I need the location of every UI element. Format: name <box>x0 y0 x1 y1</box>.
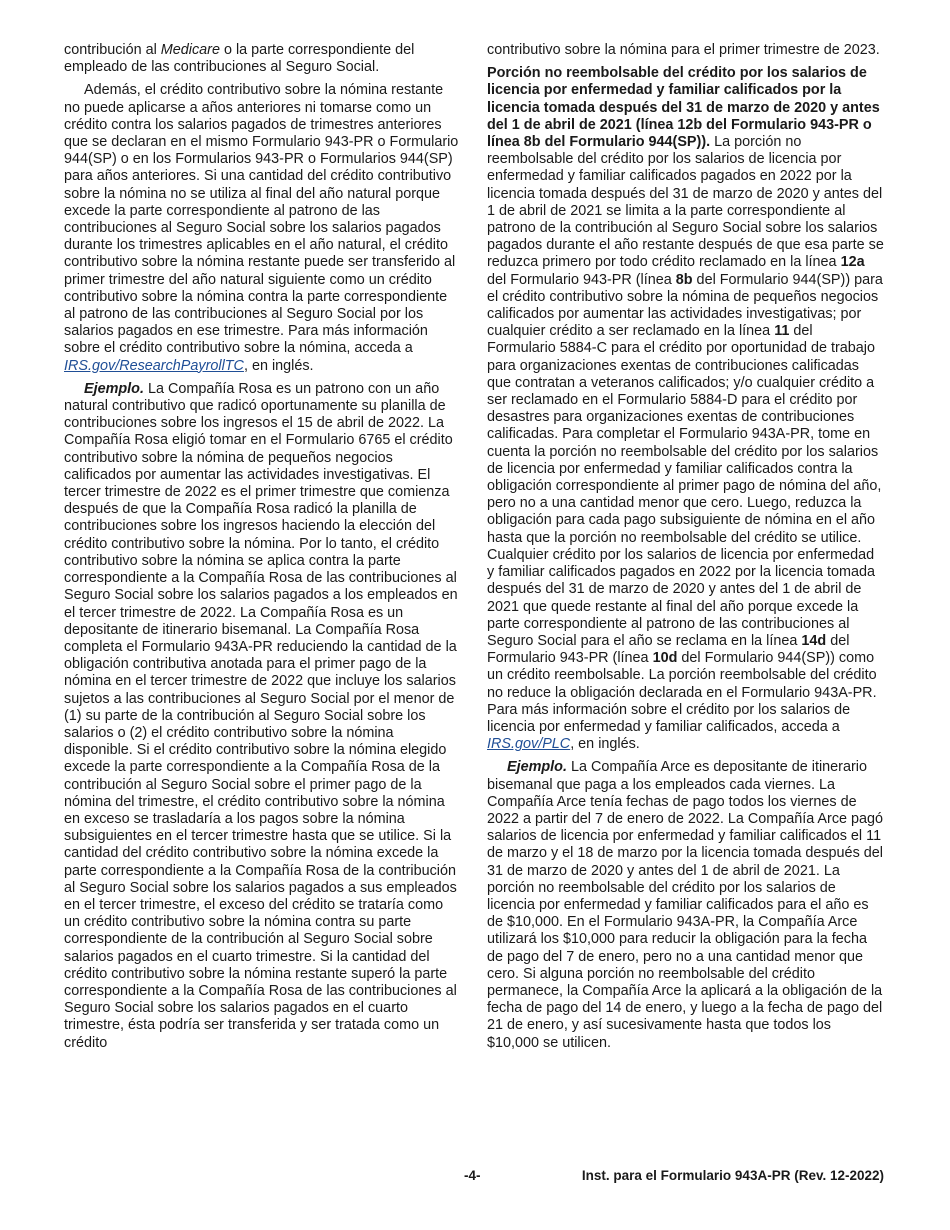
text-span: contribución al <box>64 42 161 58</box>
text-span: Además, el crédito contributivo sobre la nómina restante no puede aplicarse a años anteriores ni tomarse como un crédito contra los salarios pagados de trimestres anteriores que se declaran en el mismo Formulario 943-PR o Formulario 944(SP) o en los Formularios 943-PR o Formularios 944(SP) para años anteriores. Si una cantidad del crédito contributivo sobre la nómina no se utiliza al final del año natural porque excede la parte correspondiente al patrono de las contribuciones al Seguro Social sobre los salarios pagados durante los trimestres aplicables en el año natural, el crédito contributivo sobre la nómina restante puede ser transferido al primer trimestre del año natural siguiente como un crédito contributivo sobre la nómina contra la parte correspondiente al patrono de las contribuciones al Seguro Social por los salarios pagados en ese trimestre. Para más información sobre el crédito contributivo sobre la nómina, acceda a <box>64 82 459 357</box>
right-column <box>487 42 885 1058</box>
paragraph-nonrefundable-credit <box>487 65 885 753</box>
example-text: La Compañía Rosa es un patrono con un año natural contributivo que radicó oportunamente su planilla de contribuciones sobre los ingresos el 15 de abril de 2022. La Compañía Rosa eligió tomar en el Formulario 6765 el crédito contributivo sobre la nómina de pequeños negocios calificados por aumentar las actividades investigativas. El tercer trimestre de 2022 es el primer trimestre que comienza después de que la Compañía Rosa radicó la planilla de contribuciones sobre los ingresos haciendo la elección del crédito contributivo sobre la nómina. Por lo tanto, el crédito contributivo sobre la nómina se aplica contra la parte correspondiente a la Compañía Rosa de las contribuciones al Seguro Social sobre los salarios pagados a los empleados en el tercer trimestre de 2022. La Compañía Rosa es un depositante de itinerario bisemanal. La Compañía Rosa completa el Formulario 943A-PR reduciendo la cantidad de la obligación contributiva anotada para el primer pago de la nómina en el tercer trimestre de 2022 que incluye los salarios sujetos a las contribuciones al Seguro Social por el menor de (1) su parte de la contribución al Seguro Social sobre los salarios o (2) el crédito contributivo sobre la nómina disponible. Si el crédito contributivo sobre la nómina elegido excede la parte correspondiente a la Compañía Rosa de la contribución al Seguro Social sobre el primer pago de la nómina del trimestre, el crédito contributivo sobre la nómina en exceso se trasladaría a los pagos sobre la nómina subsiguientes en el tercer trimestre hasta que se utilice. Si la cantidad del crédito contributivo sobre la nómina excede la parte correspondiente a la Compañía Rosa de la contribución al Seguro Social sobre los salarios pagados a sus empleados en el tercer trimestre, el exceso del crédito se trataría como un crédito contributivo sobre la nómina contra su parte correspondiente de la contribución al Seguro Social sobre salarios pagados en el cuarto trimestre. Si la cantidad del crédito contributivo sobre la nómina restante superó la parte correspondiente a la Compañía Rosa de las contribuciones al Seguro Social sobre los salarios pagados en el cuarto trimestre, ésta podría ser transferida y ser tratada como un crédito <box>64 380 458 1051</box>
plc-link[interactable]: IRS.gov/PLC <box>487 736 571 753</box>
paragraph-example-arce <box>487 759 885 1051</box>
page-footer <box>0 1168 950 1188</box>
text-span: del Formulario 943-PR (línea <box>487 632 850 667</box>
left-column <box>64 42 462 1058</box>
text-span: , en inglés. <box>570 736 640 753</box>
paragraph-credit-carryover <box>64 82 462 374</box>
paragraph-example-rosa <box>64 381 462 1052</box>
example-label: Ejemplo. <box>507 759 567 776</box>
text-span: del Formulario 943-PR (línea <box>487 271 676 288</box>
line-reference: 8b <box>675 271 693 288</box>
text-span: , en inglés. <box>243 357 314 374</box>
research-payroll-link[interactable]: IRS.gov/ResearchPayrollTC <box>64 357 244 374</box>
line-reference: 10d <box>652 650 678 667</box>
paragraph-continuation: contributivo sobre la nómina para el primer trimestre de 2023. <box>487 42 880 58</box>
text-span: o la parte correspondiente del empleado de las contribuciones al Seguro Social. <box>64 42 415 76</box>
text-span: del Formulario 944(SP)) como un crédito reembolsable. La porción reembolsable del crédito no reduce la obligación declarada en el Formulario 943A-PR. Para más información sobre el crédito por los salarios de licencia por enfermedad y familiar calificados, acceda a <box>487 650 877 735</box>
example-label: Ejemplo. <box>84 380 144 397</box>
form-reference: Inst. para el Formulario 943A-PR (Rev. 12-2022) <box>581 1168 884 1183</box>
text-span: La porción no reembolsable del crédito por los salarios de licencia por enfermedad y familiar calificados pagados en 2022 por la licencia tomada después del 31 de marzo de 2020 y antes del 1 de abril de 2021 se limita a la parte correspondiente al patrono de la contribución al Seguro Social sobre los salarios pagados durante el año restante después de que esa parte se reduzca primero por todo crédito reclamado en la línea <box>487 134 884 271</box>
text-span: del Formulario 5884-C para el crédito por oportunidad de trabajo para organizaciones exentas de contribuciones calificadas que contratan a veteranos calificados; y/o cualquier crédito a ser reclamado en el Formulario 5884-D para el crédito por desastres para organizaciones exentas de contribuciones calificadas. Para completar el Formulario 943A-PR, tome en cuenta la porción no reembolsable del crédito por los salarios de licencia por enfermedad y familiar calificados contra la obligación correspondiente al primer pago de nómina del año, pero no a una cantidad menor que cero. Luego, reduzca la obligación para cada pago subsiguiente de nómina en el año hasta que la porción no reembolsable del crédito se utilice. Cualquier crédito por los salarios de licencia por enfermedad y familiar calificados pagados en 2022 por la licencia tomada después del 31 de marzo de 2020 y antes del 1 de abril de 2021 que quede restante al final del año porque excede la parte correspondiente al patrono de las contribuciones al Seguro Social para el año se reclama en la línea <box>487 323 882 649</box>
example-text: La Compañía Arce es depositante de itinerario bisemanal que paga a los empleados cada viernes. La Compañía Arce tenía fechas de pago todos los viernes de 2022 a partir del 7 de enero de 2022. La Compañía Arce pagó salarios de licencia por enfermedad y familiar calificados el 11 de marzo y el 18 de marzo por la licencia tomada después del 31 de marzo de 2020 y antes del 1 de abril de 2021. La porción no reembolsable del crédito por los salarios de licencia por enfermedad y familiar calificados para el año es de $10,000. En el Formulario 943A-PR, la Compañía Arce utilizará los $10,000 para reducir la obligación para la fecha de pago del 7 de enero, pero no a una cantidad menor que cero. Si alguna porción no reembolsable del crédito permanece, la Compañía Arce la aplicará a la obligación de la fecha de pago del 14 de enero, y luego a la fecha de pago del 21 de enero, y así sucesivamente hasta que todos los $10,000 se utilicen. <box>487 759 884 1051</box>
paragraph-medicare <box>64 42 462 76</box>
medicare-term: Medicare <box>160 42 220 58</box>
line-reference: 14d <box>801 632 827 649</box>
line-reference: 11 <box>774 323 790 340</box>
line-reference: 12a <box>840 254 865 271</box>
section-heading: Porción no reembolsable del crédito por los salarios de licencia por enfermedad y familiar calificados por la licencia tomada después del 31 de marzo de 2020 y antes del 1 de abril de 2021 (línea 12b del Formulario 943-PR o línea 8b del Formulario 944(SP)). <box>487 65 880 151</box>
page-number: -4- <box>464 1168 481 1183</box>
text-span: del Formulario 944(SP)) para el crédito contributivo sobre la nómina de pequeños negocios calificados por aumentar las actividades investigativas; por cualquier crédito a ser reclamado en la línea <box>487 271 883 340</box>
